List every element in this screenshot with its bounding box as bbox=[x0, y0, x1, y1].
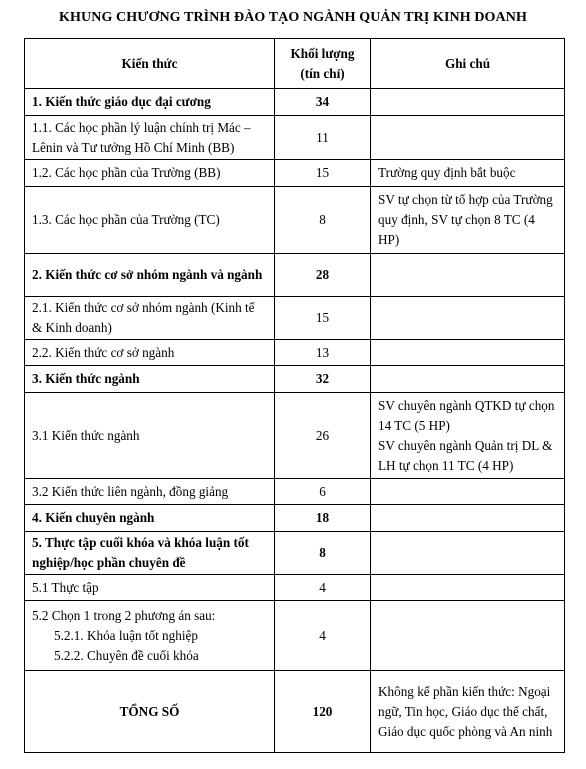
header-knowledge: Kiến thức bbox=[25, 39, 275, 89]
row-note bbox=[371, 297, 565, 340]
row-label: 1. Kiến thức giáo dục đại cương bbox=[25, 89, 275, 116]
table-row bbox=[25, 340, 565, 366]
table-row bbox=[25, 532, 565, 575]
table-total-row bbox=[25, 671, 565, 753]
row-credits: 8 bbox=[275, 532, 371, 575]
table-row bbox=[25, 187, 565, 254]
table-row bbox=[25, 366, 565, 393]
row-label bbox=[25, 601, 275, 671]
row-note bbox=[371, 479, 565, 505]
header-credits bbox=[275, 39, 371, 89]
table-row bbox=[25, 505, 565, 532]
document-title: KHUNG CHƯƠNG TRÌNH ĐÀO TẠO NGÀNH QUẢN TRỊ KINH DOANH bbox=[59, 10, 527, 25]
total-note: Không kể phần kiến thức: Ngoại ngữ, Tin học, Giáo dục thể chất, Giáo dục quốc phòng và An ninh bbox=[371, 671, 565, 753]
row-credits: 11 bbox=[275, 116, 371, 160]
table-row bbox=[25, 297, 565, 340]
row-note bbox=[371, 340, 565, 366]
row-credits: 28 bbox=[275, 254, 371, 297]
row-credits: 6 bbox=[275, 479, 371, 505]
row-label-line: 5.2 Chọn 1 trong 2 phương án sau: bbox=[32, 607, 216, 623]
row-note bbox=[371, 505, 565, 532]
row-note bbox=[371, 254, 565, 297]
row-note bbox=[371, 601, 565, 671]
table-row bbox=[25, 160, 565, 187]
row-credits: 34 bbox=[275, 89, 371, 116]
row-credits: 4 bbox=[275, 601, 371, 671]
row-label: 3.1 Kiến thức ngành bbox=[25, 393, 275, 479]
table-row bbox=[25, 254, 565, 297]
row-note-line: SV chuyên ngành Quản trị DL & LH tự chọn 11 TC (4 HP) bbox=[378, 437, 553, 473]
row-sub-item: 5.2.1. Khóa luận tốt nghiệp bbox=[54, 627, 198, 643]
row-note bbox=[371, 116, 565, 160]
row-note-line: SV chuyên ngành QTKD tự chọn 14 TC (5 HP) bbox=[378, 397, 555, 433]
header-notes: Ghi chú bbox=[371, 39, 565, 89]
row-label: 5. Thực tập cuối khóa và khóa luận tốt nghiệp/học phần chuyên đề bbox=[25, 532, 275, 575]
row-credits: 15 bbox=[275, 297, 371, 340]
row-credits: 4 bbox=[275, 575, 371, 601]
row-label: 3.2 Kiến thức liên ngành, đồng giảng bbox=[25, 479, 275, 505]
row-note bbox=[371, 532, 565, 575]
row-note: SV tự chọn từ tổ hợp của Trường quy định, SV tự chọn 8 TC (4 HP) bbox=[371, 187, 565, 254]
row-label: 4. Kiến chuyên ngành bbox=[25, 505, 275, 532]
header-credits-line1: Khối lượng bbox=[290, 45, 355, 61]
total-credits: 120 bbox=[275, 671, 371, 753]
table-row bbox=[25, 116, 565, 160]
row-label: 3. Kiến thức ngành bbox=[25, 366, 275, 393]
row-sub-item: 5.2.2. Chuyên đề cuối khóa bbox=[54, 647, 199, 663]
row-note bbox=[371, 366, 565, 393]
row-label: 1.2. Các học phần của Trường (BB) bbox=[25, 160, 275, 187]
row-credits: 32 bbox=[275, 366, 371, 393]
row-note bbox=[371, 393, 565, 479]
row-note: Trường quy định bắt buộc bbox=[371, 160, 565, 187]
row-label: 2. Kiến thức cơ sở nhóm ngành và ngành bbox=[25, 254, 275, 297]
row-label: 5.1 Thực tập bbox=[25, 575, 275, 601]
curriculum-table bbox=[24, 38, 565, 753]
total-label: TỔNG SỐ bbox=[25, 671, 275, 753]
row-credits: 26 bbox=[275, 393, 371, 479]
table-row bbox=[25, 89, 565, 116]
row-label: 2.2. Kiến thức cơ sở ngành bbox=[25, 340, 275, 366]
table-row bbox=[25, 479, 565, 505]
row-credits: 18 bbox=[275, 505, 371, 532]
row-note bbox=[371, 89, 565, 116]
row-note bbox=[371, 575, 565, 601]
row-label: 2.1. Kiến thức cơ sở nhóm ngành (Kinh tế & Kinh doanh) bbox=[25, 297, 275, 340]
row-label: 1.3. Các học phần của Trường (TC) bbox=[25, 187, 275, 254]
row-credits: 8 bbox=[275, 187, 371, 254]
table-header-row bbox=[25, 39, 565, 89]
row-label: 1.1. Các học phần lý luận chính trị Mác – Lênin và Tư tưởng Hồ Chí Minh (BB) bbox=[25, 116, 275, 160]
table-row bbox=[25, 601, 565, 671]
table-row bbox=[25, 393, 565, 479]
row-credits: 15 bbox=[275, 160, 371, 187]
table-row bbox=[25, 575, 565, 601]
row-credits: 13 bbox=[275, 340, 371, 366]
header-credits-line2: (tín chỉ) bbox=[300, 65, 345, 81]
